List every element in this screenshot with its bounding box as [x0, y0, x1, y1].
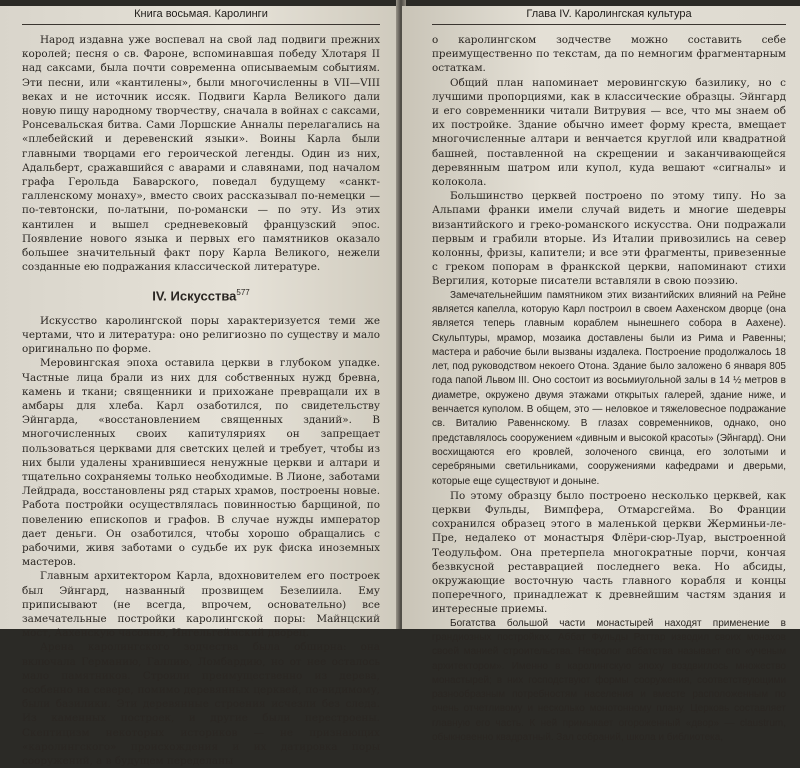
left-running-header: Книга восьмая. Каролинги: [22, 6, 380, 25]
right-running-header: Глава IV. Каролингская культура: [432, 6, 786, 25]
right-paragraph-1: о каролингском зодчестве можно составить себе преимущественно по текстам, да по немногим фрагментарным остаткам.: [432, 34, 786, 75]
section-footnote-ref: 577: [236, 288, 250, 298]
right-page: [402, 6, 800, 744]
section-title-text: IV. Искусства: [152, 288, 237, 304]
right-paragraph-5: По этому образцу было построено несколько церквей, как церкви Фульды, Вимпфера, Отмарсгейма. Во Франции сохранился образец этого в маленькой церкви Жерминьи-ле-Пре, недалеко от монастыря Флёри-сюр-Луар, выстроенной Теодульфом. Она претерпела многократные порчи, кончая безвкусной реставрацией последнего века. Но абсиды, окружающие восточную часть главного корабля и концы поперечного, принадлежат к древнейшим частям здания и интересные приемы.: [432, 489, 786, 616]
left-page: [0, 6, 400, 768]
right-paragraph-4: Замечательнейшим памятником этих византийских влияний на Рейне является капелла, которую Карл построил в своем Аахенском дворце (она является теперь главным кораблем нынешнего собора в Аахене). Скульптуры, мрамор, мозаика доставлены были из Рима и Равенны; мастера и рабочие были вызваны издалека. Построение продолжалось 18 лет, под руководством некоего Отона. Здание было заложено 6 января 805 года папой Львом III. Оно состоит из восьмиугольной залы в 14 ½ метров в диаметре, окружено двумя этажами открытых галерей, здание ниже, и венчается куполом. В общем, это — неловкое и тяжеловесное подражание св. Виталию Равеннскому. В глазах современников, однако, оно представлялось сооружением «дивным и высокой красоты» (Эйнгард). Они восхищаются его кровлей, золоченого свинца, его золотыми и серебряными светильниками, сооружениями кафедрами и дверьми, которые еще существуют и доныне.: [432, 289, 786, 487]
left-paragraph-2: Искусство каролингской поры характеризуется теми же чертами, что и литература: оно религиозно по существу и мало оригинально по форме.: [22, 314, 380, 356]
right-paragraph-3: Большинство церквей построено по этому типу. Но за Альпами франки имели случай видеть и многие шедевры византийского и греко-романского искусства. Они подражали первым и грабили вторые. Из Италии привозились на север колонны, фризы, капители; и все эти фрагменты, привезенные с греком попорам в франкской церкви, напоминают стихи Вергилия, которые писатели вставляли в свою поэзию.: [432, 190, 786, 288]
right-paragraph-6: Богатства большой части монастырей находят применение в грандиозных постройках. Аббат Фульды Раттар изводил своих монахов своей манией строительства. Некролог аббатства называет его «ученым архитектором». Именно в каролингскую эпоху воздвиглось множество монастырей; в них господствуют формы сооружения, соответствующими разнообразным потребностям населения и вместе расположенным по очень отчетливому и несколько монотонному плану. Церковь составляет главную его часть. К ней примыкает огороженный «двор» — claustrum, обыкновенно квадратный. Зал собраний, школа и библиотека,: [432, 617, 786, 744]
left-paragraph-5: Арена каролингского зодчества была обширна: она включала Германию, Галлию, Ломбардию, но от нее осталось мало памятников. Строили преимущественно из дерева, особенно на севере, помимо деревянных церквей, по-видимому, были базилики. Эти деревянные строения исчезли без следа. Из каменных построек, и другие были перестроены. Скептицизм некоторых историков — не признающих «каролингского» происхождения и их датировка поры сооружений, а в будущем переделаны: [22, 641, 380, 768]
left-paragraph-3: Меровингская эпоха оставила церкви в глубоком упадке. Частные лица брали из них для собственных нужд бревна, камень и ткани; священники и прихожане превращали их в амбары для хлеба. Карл озаботился, по свидетельству Эйнгарда, «восстановлением священных зданий». В многочисленных своих капитуляриях он запрещает пользоваться церквами для светских целей и требует, чтобы из них были удалены хранившиеся ненужные церкви и алтари и тщательно сохраняемы только необходимые. В Лионе, заботами Лейдрада, восстановлены ряд старых храмов, построены новые. Работа постройки осуществлялась повинностью барщиной, по повелению епископов и графов. В случае нужды император дает деньги. Он озаботился, чтобы хорошо обращались с рабочими, живя заботами о судьбе их рук фиска иноземных мастеров.: [22, 357, 380, 569]
section-title: [22, 288, 380, 303]
right-paragraph-2: Общий план напоминает меровингскую базилику, но с лучшими пропорциями, как в классические образцы. Эйнгард и его современники читали Витрувия — все, что мы знаем об их постройке. Здание обычно имеет форму креста, вмещает многочисленные алтари и венчается круглой или квадратной башней, поставленной на скрещении и заканчивающейся деревянным шатром или купол, куда вешают «сигналы» и колокола.: [432, 76, 786, 189]
left-paragraph-4: Главным архитектором Карла, вдохновителем его построек был Эйнгард, названный прозвищем Безелиила. Ему приписывают (не всегда, впрочем, основательно) все замечательные постройки каролингской поры: Майнцский мост, Аахенскую часовню, Ингельгеймский дворец.: [22, 570, 380, 640]
left-paragraph-1: Народ издавна уже воспевал на свой лад подвиги прежних королей; песня о св. Фароне, вспоминавшая победу Хлотаря II над саксами, была почти современна описываемым событиям. Эти песни, или «кантилены», были многочисленны в VII—VIII веках и не источник иссяк. Подвиги Карла Великого дали новую пищу народному творчеству, сначала в войнах с саксами, Ронсевальская битва. Сами Лоршские Анналы перелагались на «плебейский и деревенский языки». Воины Карла были главными творцами его героической легенды. Один из них, Адальберт, сражавшийся с аварами и славянами, под началом графа Герольда Баварского, поведал будущему «санкт-галленскому монаху», вместо своих рассказывал по-немецки — по-тевтонски, по-латыни, по-романски — по эту. Из этих кантилен и вышел средневековый французский эпос. Появление нового языка и первых его памятников оказало большее значительный факт пору Карла Великого, нежели созданные ею подражания классической литературе.: [22, 34, 380, 274]
